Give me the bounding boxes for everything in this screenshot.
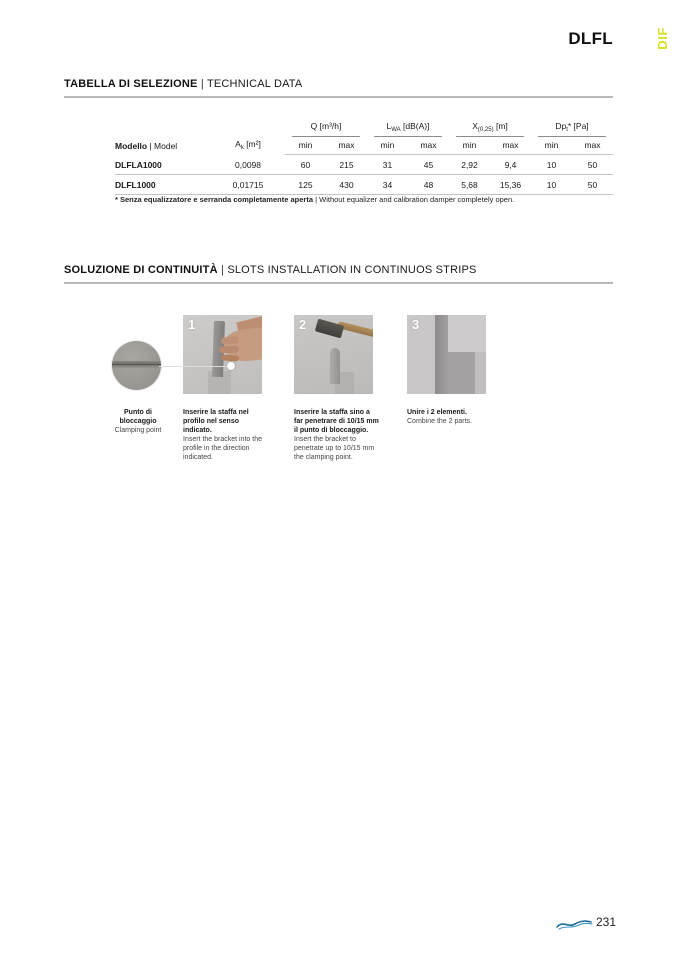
lwa-unit: [dB(A)] — [400, 121, 430, 131]
section-title-italian: SOLUZIONE DI CONTINUITÀ — [64, 264, 218, 276]
value-cell: 9,4 — [490, 155, 531, 175]
caption-english: Combine the 2 parts. — [407, 418, 472, 425]
section-title-english: SLOTS INSTALLATION IN CONTINUOS STRIPS — [227, 264, 477, 276]
lwa-symbol: L — [386, 121, 392, 131]
profile-groove-line — [112, 364, 161, 365]
value-cell: 5,68 — [449, 175, 490, 195]
caption-english: Clamping point — [114, 427, 162, 434]
x-unit: [m] — [493, 121, 508, 131]
ak-symbol: A — [235, 138, 241, 149]
step-3-photo — [407, 315, 486, 394]
value-cell: 125 — [285, 175, 326, 195]
subheader-min: min — [531, 137, 572, 155]
hand-finger — [219, 346, 239, 354]
step-1-caption — [183, 408, 269, 462]
step-3-caption — [407, 408, 499, 426]
hand-finger — [221, 355, 239, 362]
x-symbol: X — [472, 121, 478, 131]
table-row — [115, 155, 613, 175]
q-symbol: Q — [310, 121, 318, 131]
column-header-ak — [211, 121, 285, 155]
model-header-it: Modello — [115, 140, 148, 151]
table-footnote — [115, 195, 585, 204]
value-cell: 215 — [326, 155, 367, 175]
section-side-tab: DIF — [655, 27, 670, 50]
value-cell: 45 — [408, 155, 449, 175]
inset-caption — [110, 408, 166, 435]
footnote-italian: * Senza equalizzatore e serranda completamente aperta — [115, 195, 313, 204]
joined-profile-upper — [448, 315, 486, 354]
section-title-separator: | — [220, 264, 225, 276]
brand-wave-icon — [555, 916, 593, 932]
clamping-point-detail-photo — [112, 341, 161, 390]
caption-english: Insert the bracket to penetrate up to 10/15 mm the clamping point. — [294, 436, 375, 461]
joined-profile-strip — [435, 315, 448, 394]
subheader-max: max — [572, 137, 613, 155]
model-cell: DLFL1000 — [115, 175, 211, 195]
caption-italian: Inserire la staffa sino a far penetrare di 10/15 mm il punto di bloccaggio. — [294, 409, 379, 434]
subheader-min: min — [449, 137, 490, 155]
ak-subscript: k — [240, 144, 244, 151]
page-number: 231 — [596, 915, 617, 929]
hand-finger — [221, 336, 239, 344]
value-cell: 10 — [531, 175, 572, 195]
value-cell: 60 — [285, 155, 326, 175]
ak-cell: 0,01715 — [211, 175, 285, 195]
subheader-min: min — [367, 137, 408, 155]
value-cell: 2,92 — [449, 155, 490, 175]
x-subscript: (0,25) — [477, 127, 494, 133]
ak-cell: 0,0098 — [211, 155, 285, 175]
column-group-sound-power — [367, 121, 449, 137]
dp-unit: * [Pa] — [567, 121, 589, 131]
value-cell: 34 — [367, 175, 408, 195]
caption-italian: Unire i 2 elementi. — [407, 409, 467, 416]
caption-italian: Inserire la staffa nel profilo nel senso indicato. — [183, 409, 249, 434]
column-group-pressure — [531, 121, 613, 137]
value-cell: 48 — [408, 175, 449, 195]
value-cell: 31 — [367, 155, 408, 175]
joined-profile-block — [448, 352, 475, 394]
lwa-subscript: WA — [391, 127, 401, 133]
value-cell: 50 — [572, 175, 613, 195]
step-number-badge: 1 — [188, 317, 196, 332]
step-2-caption — [294, 408, 380, 462]
model-header-sep: | — [147, 140, 155, 151]
value-cell: 430 — [326, 175, 367, 195]
technical-data-table-wrap — [115, 121, 613, 195]
joined-profile-edge — [475, 352, 486, 394]
dp-symbol: Dp — [555, 121, 567, 131]
subheader-max: max — [408, 137, 449, 155]
page-title: DLFL — [568, 29, 613, 48]
caption-italian: Punto di bloccaggio — [119, 409, 157, 425]
section-title-english: TECHNICAL DATA — [206, 78, 303, 90]
subheader-max: max — [326, 137, 367, 155]
ak-unit: [m²] — [243, 138, 261, 149]
caption-english: Insert the bracket into the profile in the direction indicated. — [183, 436, 262, 461]
dp-subscript: t — [566, 127, 568, 133]
callout-connector-line — [159, 366, 231, 367]
value-cell: 50 — [572, 155, 613, 175]
column-header-model — [115, 121, 211, 155]
subheader-max: max — [490, 137, 531, 155]
step-number-badge: 3 — [412, 317, 420, 332]
model-cell: DLFLA1000 — [115, 155, 211, 175]
column-group-throw — [449, 121, 531, 137]
column-group-airflow — [285, 121, 367, 137]
step-1-photo — [183, 315, 262, 394]
model-header-en: Model — [154, 140, 178, 151]
footnote-english: | Without equalizer and calibration damper completely open. — [313, 195, 515, 204]
installation-section-title — [64, 264, 613, 284]
q-unit: [m³/h] — [317, 121, 342, 131]
section-title-separator: | — [200, 78, 204, 90]
step-2-photo — [294, 315, 373, 394]
value-cell: 10 — [531, 155, 572, 175]
value-cell: 15,36 — [490, 175, 531, 195]
technical-data-table — [115, 121, 613, 195]
technical-data-section-title — [64, 78, 613, 98]
bracket — [330, 348, 340, 384]
table-row — [115, 175, 613, 195]
step-number-badge: 2 — [299, 317, 307, 332]
subheader-min: min — [285, 137, 326, 155]
section-title-italian: TABELLA DI SELEZIONE — [64, 78, 198, 90]
callout-dot — [227, 362, 235, 370]
